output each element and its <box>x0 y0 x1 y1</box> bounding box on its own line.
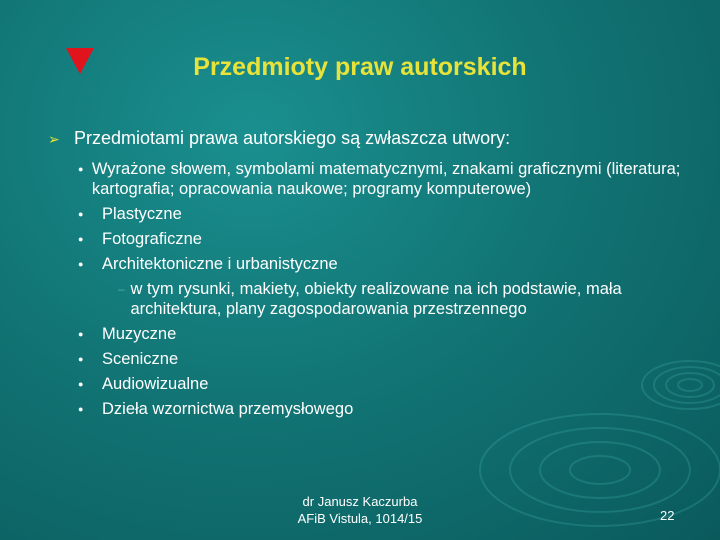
slide-content <box>48 128 688 424</box>
list-item: ● Dzieła wzornictwa przemysłowego <box>78 400 354 418</box>
dot-bullet-icon: ● <box>78 234 84 244</box>
arrow-bullet-icon: ➢ <box>48 131 60 147</box>
dot-bullet-icon: ● <box>78 209 84 219</box>
works-list <box>78 159 688 419</box>
footer-author: dr Janusz Kaczurba <box>302 494 418 509</box>
list-item: ● Audiowizualne <box>78 375 209 393</box>
sub-list-item: – w tym rysunki, makiety, obiekty realizowane na ich podstawie, mała architektura, plany zagospodarowania przestrzennego <box>118 280 622 318</box>
dot-bullet-icon: ● <box>78 354 84 364</box>
intro-bullet <box>48 128 688 150</box>
list-item: ● Sceniczne <box>78 350 179 368</box>
dot-bullet-icon: ● <box>78 404 84 414</box>
list-item: ● Plastyczne <box>78 205 182 223</box>
list-item: ● Wyrażone słowem, symbolami matematycznymi, znakami graficznymi (literatura; kartografia; opracowania naukowe; programy komputerowe) <box>78 160 681 198</box>
list-item: ● Fotograficzne <box>78 230 202 248</box>
footer-course: AFiB Vistula, 1014/15 <box>297 511 423 526</box>
intro-text: Przedmiotami prawa autorskiego są zwłaszcza utwory: <box>74 128 511 148</box>
dot-bullet-icon: ● <box>78 379 84 389</box>
footer <box>270 493 450 527</box>
dot-bullet-icon: ● <box>78 164 84 174</box>
dash-bullet-icon: – <box>118 282 125 296</box>
page-number: 22 <box>660 508 675 523</box>
slide-title: Przedmioty praw autorskich <box>193 53 527 81</box>
list-item: ● Architektoniczne i urbanistyczne <box>78 255 338 273</box>
dot-bullet-icon: ● <box>78 329 84 339</box>
dot-bullet-icon: ● <box>78 259 84 269</box>
red-triangle-icon <box>66 48 94 74</box>
list-item: ● Muzyczne <box>78 325 177 343</box>
